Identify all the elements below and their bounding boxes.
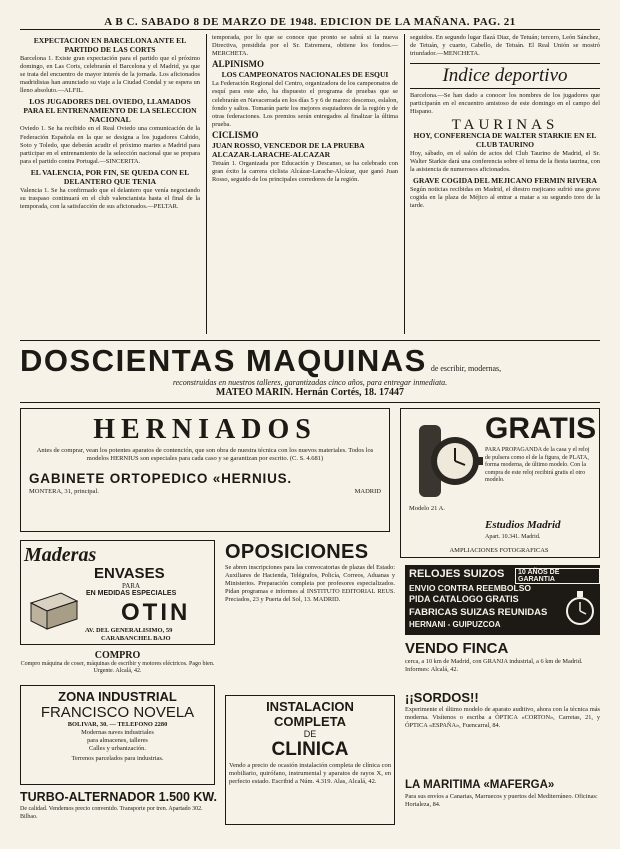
ad-zona-addr: BOLIVAR, 30. — TELEFONO 2280 — [67, 721, 168, 728]
column-rule-1 — [206, 34, 207, 334]
ad-maderas-l3: PARA — [122, 582, 141, 590]
column-rule-2 — [404, 34, 405, 334]
headline-barcelona: EXPECTACION EN BARCELONA ANTE EL PARTIDO DE LAS CORTS — [33, 36, 187, 54]
article-rosso: Tetuán 1. Organizada por Educación y Descanso, se ha celebrado con gran éxito la carrera ciclista Alcázar-Larache-Alcázar, que ganó Juan Rosso, seguido de los principales corredores de la región. — [212, 160, 398, 184]
ad-zona-title: ZONA INDUSTRIAL — [58, 689, 177, 704]
wristwatch-icon — [411, 421, 491, 501]
ad-gratis-studio-addr: Apart. 10.341. Madrid. — [485, 534, 541, 540]
ad-zona-industrial — [20, 685, 215, 785]
ad-doscientas-line3: MATEO MARIN. Hernán Cortés, 18. 17447 — [215, 387, 405, 398]
ad-gratis-title: GRATIS — [485, 412, 597, 445]
ad-relojes-l1: RELOJES SUIZOS — [409, 568, 505, 580]
ad-compro-title: COMPRO — [94, 650, 141, 661]
ad-instalacion-l1: INSTALACION COMPLETA — [266, 699, 354, 729]
ad-herniados-addr: MONTERA, 31, principal. — [29, 488, 99, 495]
ad-relojes-l3: PIDA CATALOGO GRATIS — [409, 594, 519, 604]
column-2 — [212, 34, 398, 334]
ad-vendo-finca — [405, 640, 600, 685]
article-esqui: La Federación Regional del Centro, organizadora de los campeonatos de esquí para este año, ha dispuesto el programa de pruebas que se celebrarán en Navacerrada en los días 5 y 6 de marzo: descenso, eslalon, fondo y saltos. Tomarán parte los mejores esquiadores de la región y de otras federaciones. Los premios serán entregados al finalizar la última prueba. — [212, 80, 398, 128]
ad-relojes-l2: ENVIO CONTRA REEMBOLSO — [409, 583, 531, 593]
ad-relojes-badge: 10 AÑOS DE GARANTIA — [515, 568, 600, 584]
section-ciclismo: CICLISMO — [212, 129, 259, 140]
ad-compro-text: Compro máquina de coser, máquinas de escribir y motores eléctricos. Pago bien. Urgente. Alcalá, 42. — [20, 661, 215, 674]
ad-gratis — [400, 408, 600, 558]
ad-maderas-l4: EN MEDIDAS ESPECIALES — [86, 590, 177, 597]
ad-doscientas-maquinas — [20, 344, 600, 400]
section-alpinismo: ALPINISMO — [212, 59, 265, 70]
ad-zona-l3: Calles y urbanización. — [89, 745, 146, 752]
page-header: A B C. SABADO 8 DE MARZO DE 1948. EDICION DE LA MAÑANA. PAG. 21 — [104, 16, 516, 28]
taurinas-title: TAURINAS — [451, 116, 559, 133]
ad-turbo — [20, 790, 220, 830]
article-valencia: Valencia 1. Se ha confirmado que el delantero que venía negociando su traspaso continuará en el club valencianista hasta el final de la temporada, con la satisfacción de sus aficionados.—PELTAR. — [20, 186, 200, 211]
headline-cogida: GRAVE COGIDA DEL MEJICANO FERMIN RIVERA — [412, 175, 598, 185]
article-barcelona: Barcelona 1. Existe gran expectación para el partido que el próximo domingo, en Las Corts, celebrarán el Barcelona y el Madrid, ya que se trata del encuentro de mayor interés de la jornada. Los aficionados madridistas han anunciado su viaje a la Ciudad Condal y se espera un lleno absoluto.—ALFIL. — [20, 55, 200, 95]
pocket-watch-icon — [565, 587, 595, 631]
ad-maderas-l6: AV. DEL GENERALISIMO, 59 — [85, 627, 173, 634]
ad-herniados-brand: GABINETE ORTOPEDICO «HERNIUS. — [29, 471, 292, 486]
ad-rule-top — [20, 340, 600, 341]
wooden-crate-icon — [27, 589, 81, 631]
ad-relojes-l4: FABRICAS SUIZAS REUNIDAS — [409, 607, 548, 618]
ad-turbo-title: TURBO-ALTERNADOR 1.500 KW. — [20, 790, 218, 804]
column-3 — [410, 34, 600, 334]
header-rule — [20, 29, 600, 30]
ad-gratis-studio: Estudios Madrid — [485, 519, 561, 531]
ad-doscientas-title: DOSCIENTAS MAQUINAS — [20, 343, 427, 378]
ad-oposiciones-text: Se abren inscripciones para las convocatorias de plazas del Estado: Auxiliares de Hacienda, Telégrafos, Policía, Correos, Aduanas y Ministerios. Preparación completa por profesores especializados. Pidan programas e informes al INSTITUTO EDITORIAL REUS. Preciados, 23 y Puerta del Sol, 13. MADRID. — [225, 564, 395, 603]
ad-compro — [20, 650, 215, 680]
ad-maritima-title: LA MARITIMA «MAFERGA» — [405, 779, 555, 791]
ad-instalacion-clinica — [225, 695, 395, 825]
ad-herniados-title: HERNIADOS — [93, 414, 317, 445]
article-results: seguidos. En segundo lugar Ilazá Diaz, de Tetuán; tercero, León Sánchez, de Tetuán, y cuarto, Cabello, de Tetuán. El Real Unión se mostró triunfador.—MENCHETA. — [410, 34, 600, 58]
indice-deportivo-title: Indice deportivo — [410, 63, 600, 89]
ad-maderas-l1: Maderas — [24, 544, 97, 566]
ad-oposiciones — [225, 540, 395, 685]
ad-maderas-l2: ENVASES — [94, 565, 165, 582]
ad-zona-l2: para almacenes, talleres — [87, 737, 148, 744]
article-oviedo: Oviedo 1. Se ha recibido en el Real Oviedo una comunicación de la Federación Española en la que se designa a los jugadores Cabido, Soto y Toledo, que deberán acudir el próximo martes a Madrid para participar en el entrenamiento de la selección nacional que se prepara para el partido contra Portugal.—SINCERITA. — [20, 125, 200, 165]
article-continued: temporada, por lo que se conoce que pronto se sabrá si la nueva Directiva, presidida por el Sr. Estremera, obtiene los fondos.—MERCHETA. — [212, 34, 398, 58]
ad-herniados-text: Antes de comprar, vean los potentes aparatos de contención, que son obra de nuestra técnica con los nuevos materiales. Todos los modelos HERNIUS son especiales para cada caso y se garantizan por escrito. (C. S. 4.681) — [36, 447, 374, 462]
ad-finca-title: VENDO FINCA — [405, 640, 509, 657]
ad-maritima-text: Para sus envíos a Canarias, Marruecos y puertos del Mediterráneo. Oficinas: Hortaleza, 84. — [405, 793, 598, 808]
ad-instalacion-l2: DE — [303, 729, 317, 739]
ad-oposiciones-title: OPOSICIONES — [225, 541, 369, 563]
ad-finca-text: cerca, a 10 km de Madrid, con GRANJA industrial, a 6 km de Madrid. Informes: Alcalá, 42. — [405, 658, 583, 673]
ad-sordos-text: Experimente el último modelo de aparato auditivo, ahora con la técnica más moderna. Visítenos o escriba a ÓPTICA «CORTON», Carretas, 21, y ÓPTICA «ESPAÑA», Fuencarral, 84. — [405, 706, 600, 729]
headline-oviedo: LOS JUGADORES DEL OVIEDO, LLAMADOS PARA EL ENTRENAMIENTO DE LA SELECCION NACIONAL — [23, 97, 197, 125]
ad-gratis-footer: AMPLIACIONES FOTOGRAFICAS — [449, 547, 549, 554]
ad-doscientas-line2: reconstruidas en nuestros talleres, garantizadas cinco años, para entregar inmediata. — [172, 378, 448, 387]
ad-instalacion-l3: CLINICA — [271, 739, 349, 760]
ad-instalacion-text: Vendo a precio de ocasión instalación completa de clínica con mobiliario, quirófano, instrumental y aparatos de rayos X, en perfecto estado. Escribid a Núm. 4.319. Alas, Alcalá, 42. — [229, 762, 391, 785]
ad-turbo-text: De calidad. Vendemos precio convenido. Transporte por tren. Apartado 302. Bilbao. — [20, 806, 203, 820]
ad-sordos — [405, 690, 600, 775]
ad-gratis-text: PARA PROPAGANDA de la casa y el reloj de pulsera como el de la figura, de PLATA, forma moderna, de último modelo. Con la compra de este reloj recibirá gratis el otro modelo. — [485, 447, 590, 484]
headline-valencia: EL VALENCIA, POR FIN, SE QUEDA CON EL DELANTERO QUE TENIA — [30, 167, 190, 186]
article-starkie: Hoy, sábado, en el salón de actos del Club Taurino de Madrid, el Sr. Walter Starkie dará una conferencia sobre el tema de la fiesta taurina, con la asistencia de numerosos aficionados. — [410, 149, 600, 173]
ad-maderas-l7: CARABANCHEL BAJO — [101, 635, 171, 642]
ad-relojes-suizos — [405, 565, 600, 635]
ad-gratis-model: Modelo 21 A. — [409, 505, 445, 512]
ad-zona-l1: Modernas naves industriales — [81, 729, 154, 736]
column-1 — [20, 34, 200, 334]
article-indice: Barcelona.—Se han dado a conocer los nombres de los jugadores que participarán en el encuentro amistoso de este domingo en el campo del Hispano. — [410, 92, 600, 116]
article-cogida: Según noticias recibidas en Madrid, el diestro mejicano sufrió una grave cogida en la plaza de Méjico al entrar a matar a su segundo toro de la tarde. — [410, 185, 600, 210]
ad-herniados-city: MADRID — [354, 488, 381, 495]
ad-relojes-l5: HERNANI - GUIPUZCOA — [409, 620, 501, 629]
ad-doscientas-suffix: de escribir, modernas, — [430, 364, 502, 373]
headline-starkie: HOY, CONFERENCIA DE WALTER STARKIE EN EL CLUB TAURINO — [413, 130, 597, 149]
ad-maritima — [405, 778, 600, 828]
ad-maderas — [20, 540, 215, 645]
ad-zona-l4: Terrenos parcelados para industrias. — [71, 755, 164, 762]
ad-rule-bottom — [20, 402, 600, 403]
ad-herniados — [20, 408, 390, 532]
ad-maderas-l5: OTIN — [121, 599, 191, 626]
headline-esqui: LOS CAMPEONATOS NACIONALES DE ESQUI — [221, 70, 389, 80]
headline-rosso: JUAN ROSSO, VENCEDOR DE LA PRUEBA ALCAZAR-LARACHE-ALCAZAR — [212, 141, 365, 160]
ad-sordos-title: ¡¡SORDOS!! — [405, 690, 479, 705]
ad-zona-name: FRANCISCO NOVELA — [40, 704, 195, 721]
